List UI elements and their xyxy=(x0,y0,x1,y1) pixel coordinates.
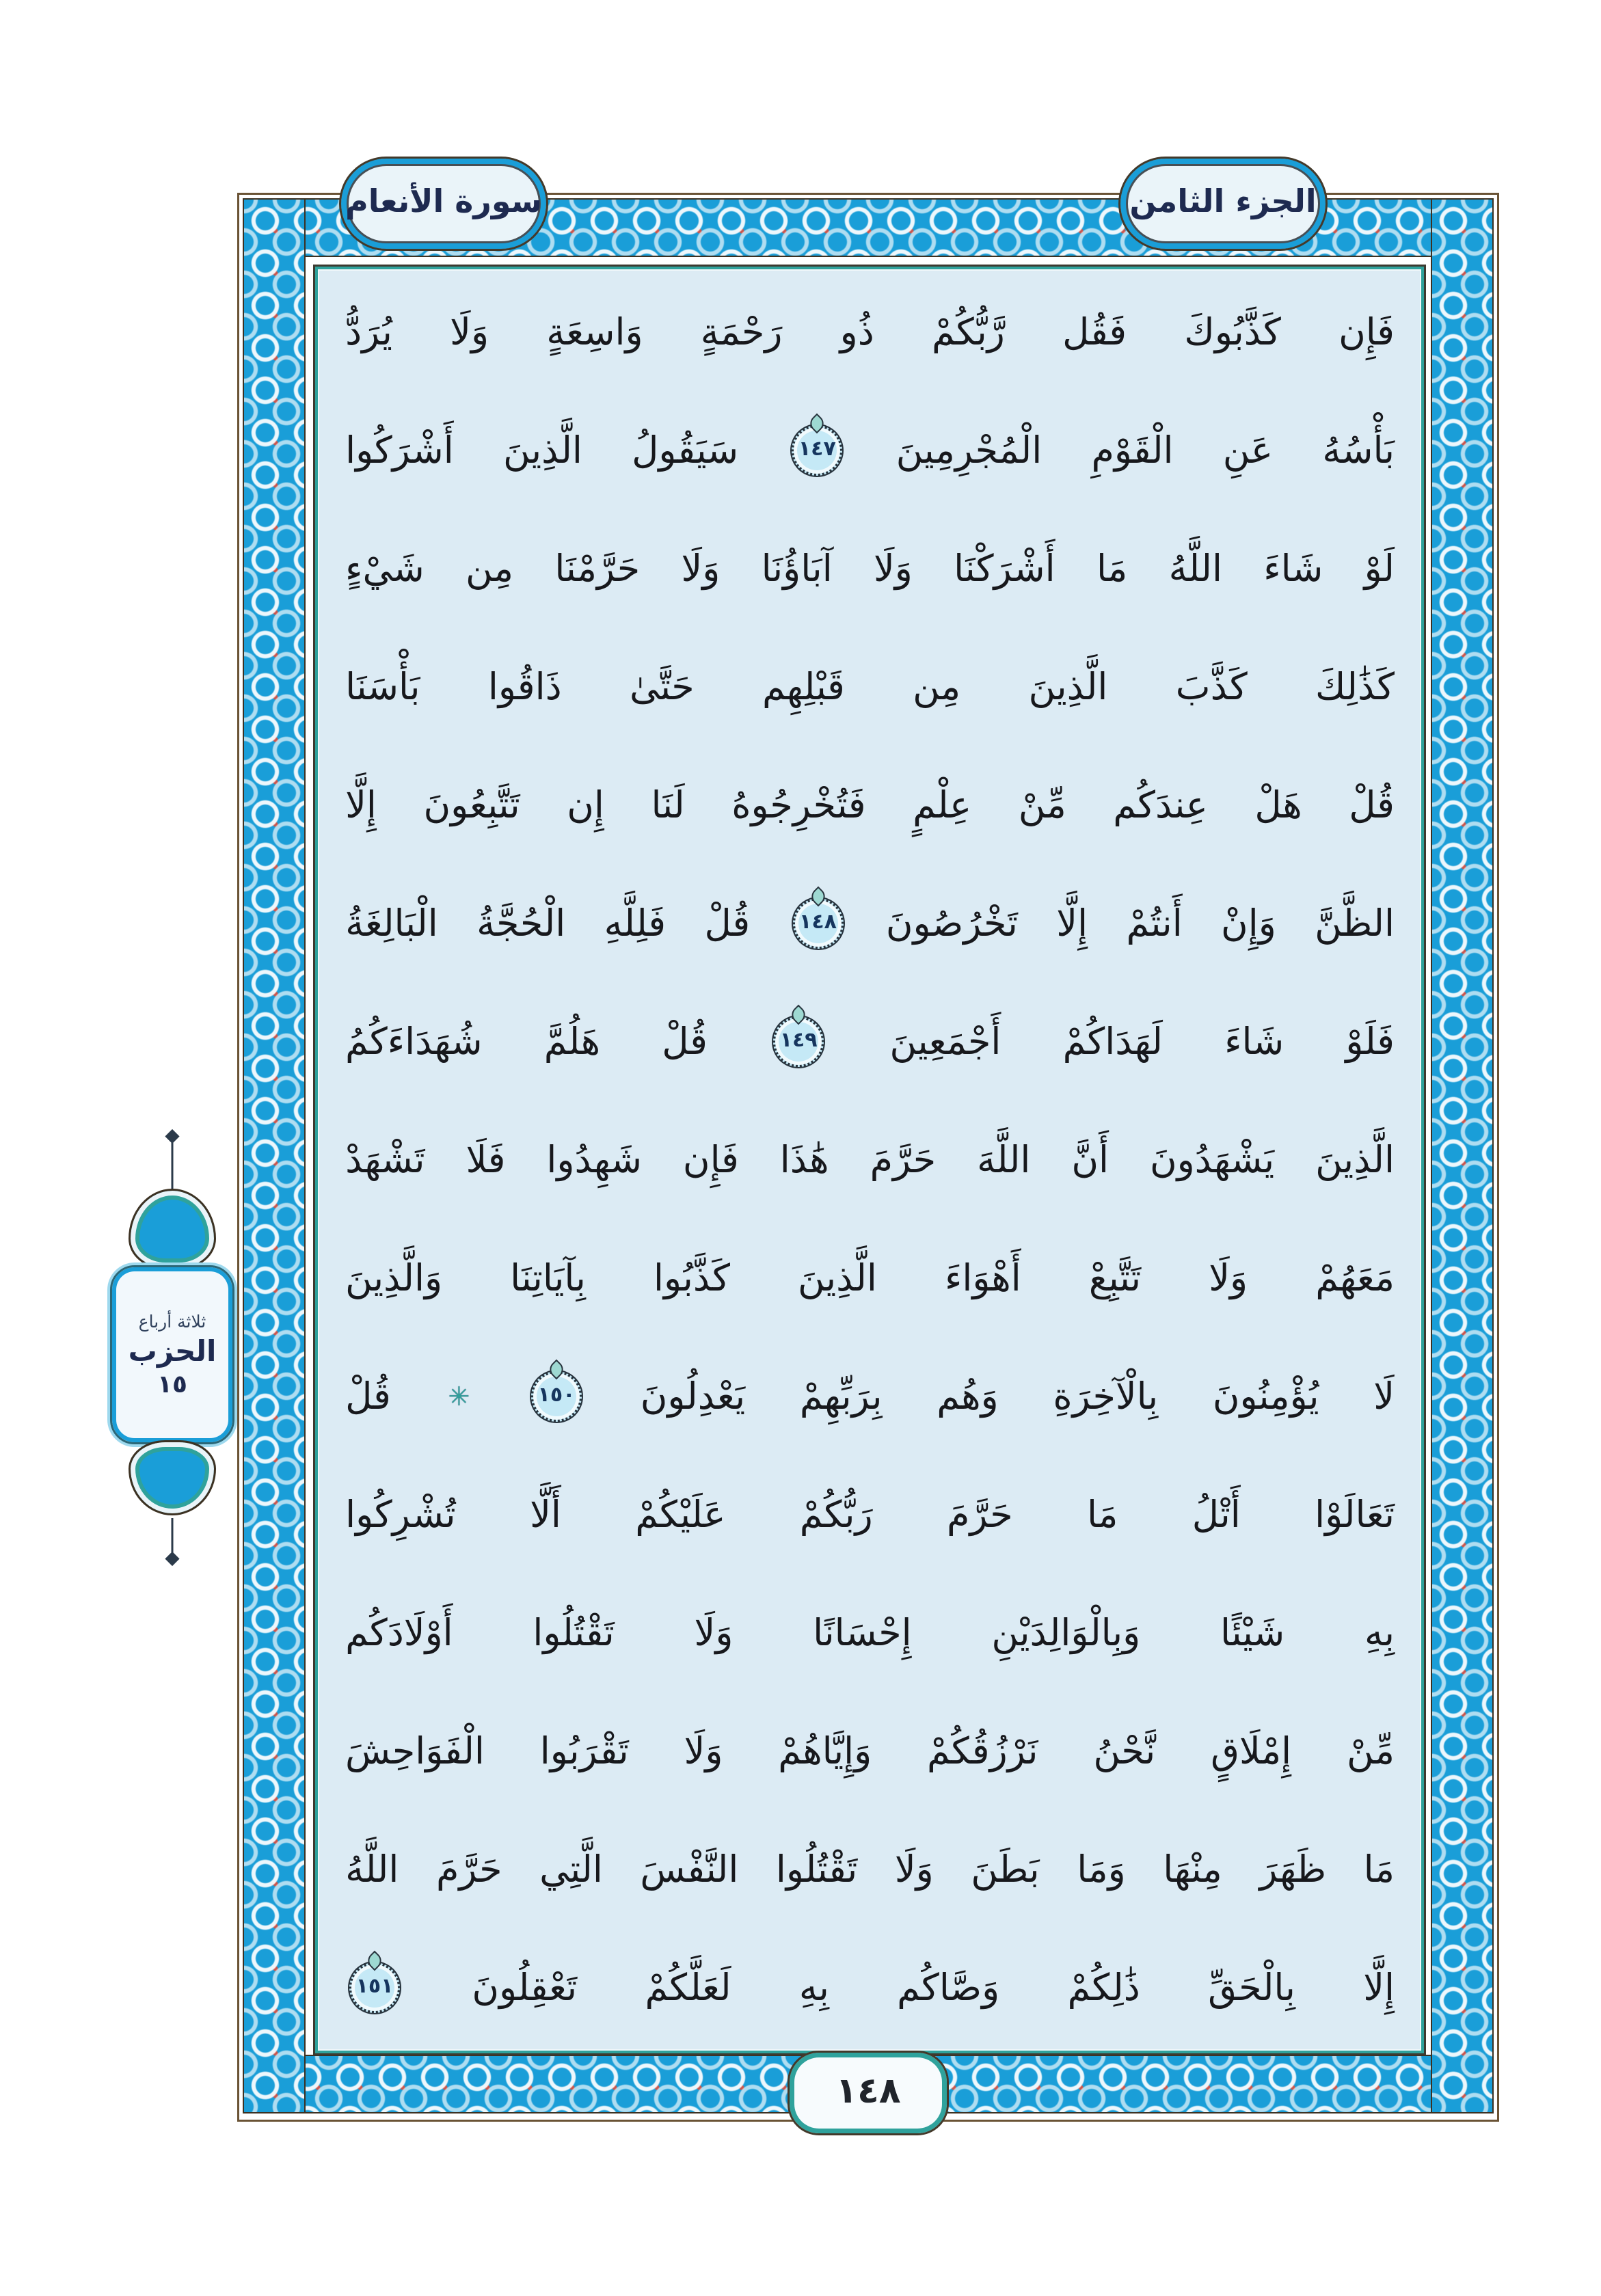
verse-number: ١٥٠ xyxy=(537,1383,576,1407)
quran-word: قُلْ xyxy=(1349,783,1395,826)
quran-word: وَصَّاكُم xyxy=(897,1966,1000,2009)
hizb-fraction-label: ثلاثة أرباع xyxy=(138,1311,206,1332)
quran-word: إِلَّا xyxy=(345,783,377,826)
quran-word: الَّذِينَ xyxy=(502,429,582,472)
quran-word: اللَّهَ xyxy=(977,1138,1031,1181)
quran-word: فَإِن xyxy=(1338,310,1395,353)
quran-word: إِمْلَاقٍ xyxy=(1211,1729,1292,1772)
quran-word: بَأْسَنَا xyxy=(345,665,420,708)
quran-word: مِنْهَا xyxy=(1163,1848,1222,1891)
quran-word: ذَٰلِكُمْ xyxy=(1067,1966,1140,2009)
quran-word: فَلَوْ xyxy=(1345,1020,1395,1063)
quran-word: مَا xyxy=(1087,1493,1118,1536)
quran-word: اللَّهُ xyxy=(1168,547,1222,590)
quran-word: وَاسِعَةٍ xyxy=(546,310,643,353)
quran-line xyxy=(345,748,1395,863)
dome-ornament-icon xyxy=(129,1440,216,1515)
quran-word: هَلُمَّ xyxy=(543,1020,601,1063)
quran-word: لَا xyxy=(1373,1375,1395,1418)
quran-word: تَقْرَبُوا xyxy=(539,1729,629,1772)
quran-word: وَلَا xyxy=(694,1611,734,1654)
ornamental-border-right xyxy=(1431,198,1494,2113)
quran-word: إِن xyxy=(567,783,604,826)
quran-word: أَلَّا xyxy=(530,1493,561,1536)
quran-line xyxy=(345,1930,1395,2045)
quran-word: الَّذِينَ xyxy=(797,1256,877,1299)
page-number-plate xyxy=(788,2051,949,2135)
quran-word: أَتْلُ xyxy=(1192,1493,1241,1536)
quran-word: عِلْمٍ xyxy=(913,783,972,826)
quran-word: فَتُخْرِجُوهُ xyxy=(731,783,866,826)
quran-word: بِرَبِّهِمْ xyxy=(799,1375,883,1418)
quran-word: مَا xyxy=(1363,1848,1395,1891)
quran-word: مَعَهُمْ xyxy=(1315,1256,1395,1299)
quran-word: وَمَا xyxy=(1077,1848,1126,1891)
quran-word: أَشْرَكُوا xyxy=(345,429,454,472)
quran-word: أَنَّ xyxy=(1071,1138,1109,1181)
quran-word: يَعْدِلُونَ xyxy=(640,1375,746,1418)
quran-word: تَخْرُصُونَ xyxy=(885,902,1018,945)
quran-word: لَنَا xyxy=(651,783,685,826)
quran-word: لَعَلَّكُمْ xyxy=(645,1966,731,2009)
quran-word: تَعْقِلُونَ xyxy=(472,1966,578,2009)
quran-word: تَتَّبِعُونَ xyxy=(423,783,520,826)
quran-word: قَبْلِهِم xyxy=(762,665,845,708)
quran-word: وَإِنْ xyxy=(1221,902,1276,945)
hizb-word-label: الحزب xyxy=(128,1334,217,1368)
quran-word: مِن xyxy=(466,547,514,590)
quran-line xyxy=(345,1221,1395,1336)
quran-word: عَنِ xyxy=(1222,429,1274,472)
quran-word: بِالْحَقِّ xyxy=(1208,1966,1295,2009)
quran-word: وَإِيَّاهُمْ xyxy=(778,1729,872,1772)
dome-ornament-icon xyxy=(129,1189,216,1269)
quran-word: يُرَدُّ xyxy=(345,310,392,353)
quran-word: شَيْئًا xyxy=(1220,1611,1285,1654)
quran-word: مَا xyxy=(1096,547,1128,590)
quran-word: مِن xyxy=(913,665,961,708)
quran-word: بَطَنَ xyxy=(971,1848,1040,1891)
quran-word: رَحْمَةٍ xyxy=(700,310,783,353)
quran-word: قُلْ xyxy=(345,1375,391,1418)
quran-line xyxy=(345,866,1395,981)
quran-word: هَٰذَا xyxy=(779,1138,829,1181)
verse-end-marker xyxy=(793,898,844,949)
quran-word: شَهِدُوا xyxy=(546,1138,642,1181)
quran-word: يُؤْمِنُونَ xyxy=(1212,1375,1319,1418)
quran-word: فَلِلَّهِ xyxy=(604,902,667,945)
quran-word: وَلَا xyxy=(894,1848,934,1891)
quran-word: وَالَّذِينَ xyxy=(345,1256,443,1299)
quran-word: تَعَالَوْا xyxy=(1315,1493,1395,1536)
quran-word: نَرْزُقُكُمْ xyxy=(927,1729,1038,1772)
quran-word: الْبَالِغَةُ xyxy=(345,902,438,945)
quran-word: الْفَوَاحِشَ xyxy=(345,1729,485,1772)
quran-word: حَتَّىٰ xyxy=(629,665,695,708)
quran-word: وَلَا xyxy=(1209,1256,1248,1299)
quran-word: عَلَيْكُمْ xyxy=(635,1493,726,1536)
finial-star-icon xyxy=(165,1552,179,1566)
quran-word: حَرَّمَ xyxy=(870,1138,937,1181)
quran-word: كَذَّبَ xyxy=(1175,665,1248,708)
quran-word: حَرَّمَ xyxy=(435,1848,502,1891)
quran-word: الْقَوْمِ xyxy=(1091,429,1174,472)
quran-line xyxy=(345,393,1395,508)
quran-line xyxy=(345,1576,1395,1690)
quran-word: فَلَا xyxy=(466,1138,506,1181)
surah-name-label: سورة الأنعام xyxy=(345,183,542,219)
verse-number: ١٤٧ xyxy=(798,437,836,461)
hizb-marker-body xyxy=(110,1265,234,1444)
verse-end-marker xyxy=(531,1371,582,1422)
quran-word: أَجْمَعِينَ xyxy=(889,1020,1001,1063)
quran-word: الَّتِي xyxy=(539,1848,603,1891)
page-number: ١٤٨ xyxy=(835,2070,901,2111)
quran-word: الْحُجَّةُ xyxy=(476,902,566,945)
quran-line xyxy=(345,1339,1395,1454)
ornamental-border-left xyxy=(243,198,306,2113)
verse-end-marker xyxy=(773,1016,824,1067)
quran-word: بِهِ xyxy=(798,1966,829,2009)
quran-word: هَلْ xyxy=(1254,783,1302,826)
quran-word: قُلْ xyxy=(662,1020,708,1063)
juz-header-cartouche xyxy=(1118,157,1328,251)
quran-word: شُهَدَاءَكُمُ xyxy=(345,1020,483,1063)
quran-word: وَلَا xyxy=(874,547,913,590)
quran-word: رَّبُّكُمْ xyxy=(932,310,1005,353)
quran-word: وَلَا xyxy=(684,1729,723,1772)
quran-word: وَلَا xyxy=(681,547,721,590)
quran-word: شَيْءٍ xyxy=(345,547,425,590)
quran-lines xyxy=(345,275,1395,2045)
quran-word: سَيَقُولُ xyxy=(632,429,739,472)
hizb-marker-ornament xyxy=(103,1131,242,1576)
quran-word: أَشْرَكْنَا xyxy=(954,547,1055,590)
quran-word: عِندَكُم xyxy=(1113,783,1208,826)
surah-header-cartouche xyxy=(339,157,548,251)
quran-line xyxy=(345,1694,1395,1809)
verse-number: ١٥١ xyxy=(355,1974,394,1998)
quran-word: مِّنْ xyxy=(1018,783,1066,826)
quran-word: الَّذِينَ xyxy=(1315,1138,1395,1181)
quran-word: الَّذِينَ xyxy=(1028,665,1108,708)
quran-word: نَّحْنُ xyxy=(1093,1729,1156,1772)
quran-word: كَذَّبُوا xyxy=(653,1256,730,1299)
verse-number: ١٤٨ xyxy=(799,910,837,934)
quran-line xyxy=(345,984,1395,1099)
quran-word: ذَاقُوا xyxy=(487,665,562,708)
quran-word: تَقْتُلُوا xyxy=(775,1848,858,1891)
verse-end-marker xyxy=(349,1962,400,2013)
quran-word: الْمُجْرِمِينَ xyxy=(896,429,1042,472)
quran-word: بِالْآخِرَةِ xyxy=(1053,1375,1159,1418)
quran-word: أَوْلَادَكُم xyxy=(345,1611,453,1654)
quran-word: لَوْ xyxy=(1364,547,1395,590)
quran-word: قُلْ xyxy=(704,902,751,945)
quran-line xyxy=(345,511,1395,626)
quran-word: حَرَّمَ xyxy=(947,1493,1013,1536)
quran-word: كَذَّبُوكَ xyxy=(1184,310,1281,353)
quran-word: فَقُل xyxy=(1062,310,1127,353)
quran-word: إِلَّا xyxy=(1363,1966,1395,2009)
verse-end-marker xyxy=(792,425,842,476)
quran-word: تُشْرِكُوا xyxy=(345,1493,456,1536)
quran-word: تَشْهَدْ xyxy=(345,1138,425,1181)
quran-word: أَنتُمْ xyxy=(1126,902,1183,945)
verse-number: ١٤٩ xyxy=(779,1028,818,1052)
finial-stem xyxy=(172,1137,174,1190)
quran-word: اللَّهُ xyxy=(345,1848,399,1891)
quran-word: تَقْتُلُوا xyxy=(533,1611,615,1654)
quran-word: الظَّنَّ xyxy=(1315,902,1395,945)
quran-word: أَهْوَاءَ xyxy=(944,1256,1021,1299)
quran-word: إِحْسَانًا xyxy=(813,1611,912,1654)
quran-word: بِآيَاتِنَا xyxy=(510,1256,586,1299)
quran-word: وَبِالْوَالِدَيْنِ xyxy=(991,1611,1141,1654)
quran-word: شَاءَ xyxy=(1263,547,1323,590)
quran-word: يَشْهَدُونَ xyxy=(1149,1138,1275,1181)
hizb-number-label: ١٥ xyxy=(157,1370,187,1399)
quran-word: إِلَّا xyxy=(1056,902,1088,945)
quran-word: فَإِن xyxy=(682,1138,739,1181)
quran-word: وَلَا xyxy=(450,310,489,353)
quran-word: آبَاؤُنَا xyxy=(761,547,833,590)
quran-word: بِهِ xyxy=(1364,1611,1395,1654)
quran-word: حَرَّمْنَا xyxy=(554,547,641,590)
quran-word: لَهَدَاكُمْ xyxy=(1062,1020,1163,1063)
quran-word: رَبُّكُمْ xyxy=(799,1493,873,1536)
quran-line xyxy=(345,1103,1395,1217)
quran-word: النَّفْسَ xyxy=(640,1848,739,1891)
quran-word: تَتَّبِعْ xyxy=(1088,1256,1142,1299)
quran-line xyxy=(345,275,1395,390)
quran-line xyxy=(345,1812,1395,1927)
juz-name-label: الجزء الثامن xyxy=(1129,183,1317,219)
quran-word: كَذَٰلِكَ xyxy=(1315,665,1395,708)
quran-word: شَاءَ xyxy=(1224,1020,1284,1063)
quran-word: ظَهَرَ xyxy=(1259,1848,1327,1891)
finial-stem xyxy=(172,1518,174,1556)
quran-line xyxy=(345,630,1395,744)
rub-el-hizb-icon: ✳ xyxy=(448,1381,470,1412)
quran-word: ذُو xyxy=(839,310,874,353)
quran-word: بَأْسُهُ xyxy=(1322,429,1395,472)
quran-word: مِّنْ xyxy=(1346,1729,1395,1772)
quran-line xyxy=(345,1457,1395,1572)
quran-word: وَهُم xyxy=(937,1375,999,1418)
